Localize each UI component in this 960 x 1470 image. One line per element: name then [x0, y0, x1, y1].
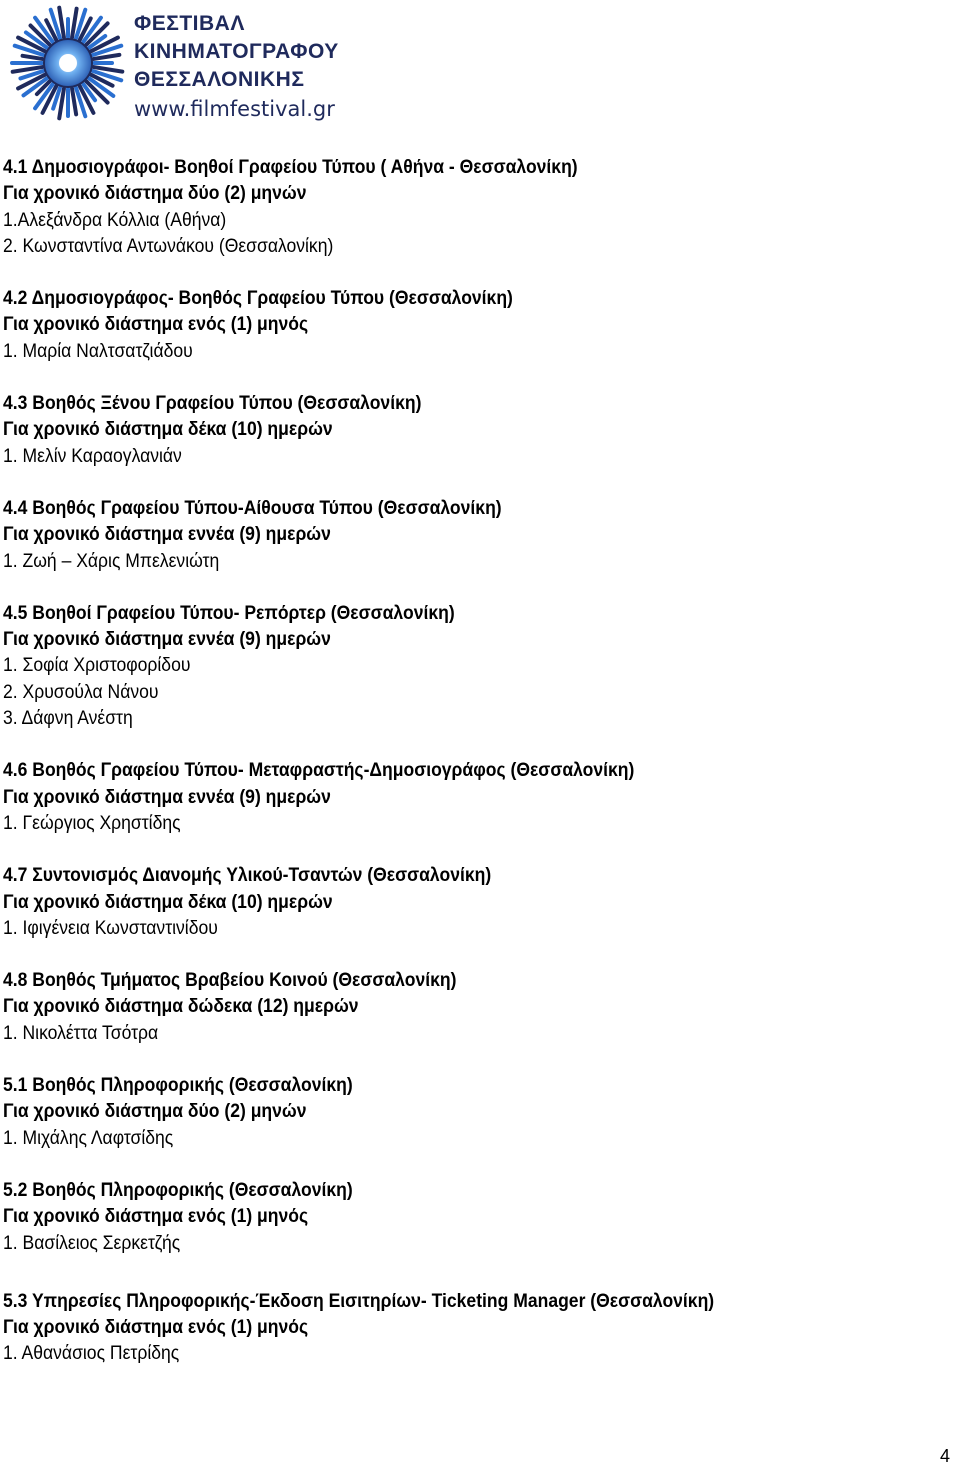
person-name: 2. Κωνσταντίνα Αντωνάκου (Θεσσαλονίκη)	[3, 234, 334, 257]
person-name: 1. Ιφιγένεια Κωνσταντινίδου	[3, 916, 218, 939]
section-title: 4.1 Δημοσιογράφοι- Βοηθοί Γραφείου Τύπου ( Αθήνα - Θεσσαλονίκη)	[3, 156, 578, 178]
section-period: Για χρονικό διάστημα ενός (1) μηνός	[3, 1316, 309, 1339]
staff-section	[3, 154, 943, 259]
section-title: 5.1 Βοηθός Πληροφορικής (Θεσσαλονίκη)	[3, 1074, 353, 1097]
person-name: 1. Ζωή – Χάρις Μπελενιώτη	[3, 549, 220, 572]
person-name: 1. Μαρία Ναλτσατζιάδου	[3, 339, 193, 362]
section-title: 4.6 Βοηθός Γραφείου Τύπου- Μεταφραστής-Δημοσιογράφος (Θεσσαλονίκη)	[3, 759, 635, 782]
section-period: Για χρονικό διάστημα ενός (1) μηνός	[3, 313, 309, 336]
document-body	[3, 154, 943, 1393]
section-title: 5.3 Υπηρεσίες Πληροφορικής-Έκδοση Εισιτηρίων- Ticketing Manager (Θεσσαλονίκη)	[3, 1289, 715, 1312]
section-period: Για χρονικό διάστημα δύο (2) μηνών	[3, 1100, 307, 1123]
staff-section	[3, 1177, 943, 1256]
staff-section	[3, 1072, 943, 1151]
person-name: 1. Μιχάλης Λαφτσίδης	[3, 1126, 174, 1149]
section-period: Για χρονικό διάστημα εννέα (9) ημερών	[3, 785, 331, 808]
section-period: Για χρονικό διάστημα εννέα (9) ημερών	[3, 523, 331, 546]
section-title: 4.5 Βοηθοί Γραφείου Τύπου- Ρεπόρτερ (Θεσσαλονίκη)	[3, 601, 455, 624]
staff-section	[3, 285, 943, 364]
logo-line-3: ΘΕΣΣΑΛΟΝΙΚΗΣ	[134, 68, 305, 91]
person-name: 1. Νικολέττα Τσότρα	[3, 1021, 159, 1044]
header	[0, 0, 960, 130]
person-name: 1.Αλεξάνδρα Κόλλια (Αθήνα)	[3, 208, 227, 231]
person-name: 1. Σοφία Χριστοφορίδου	[3, 654, 191, 677]
staff-section	[3, 390, 943, 469]
section-period: Για χρονικό διάστημα δύο (2) μηνών	[3, 182, 307, 205]
person-name: 1. Βασίλειος Σερκετζής	[3, 1231, 181, 1254]
logo-ray	[23, 56, 43, 59]
section-period: Για χρονικό διάστημα ενός (1) μηνός	[3, 1205, 309, 1228]
person-name: 2. Χρυσούλα Νάνου	[3, 680, 159, 703]
logo-text	[134, 10, 339, 123]
page-number: 4	[939, 1446, 950, 1466]
section-period: Για χρονικό διάστημα δέκα (10) ημερών	[3, 890, 333, 913]
section-title: 4.7 Συντονισμός Διανομής Υλικού-Τσαντών (Θεσσαλονίκη)	[3, 864, 492, 887]
section-title: 5.2 Βοηθός Πληροφορικής (Θεσσαλονίκη)	[3, 1178, 353, 1201]
section-title: 4.3 Βοηθός Ξένου Γραφείου Τύπου (Θεσσαλονίκη)	[3, 392, 422, 415]
logo-line-2: ΚΙΝΗΜΑΤΟΓΡΑΦΟΥ	[134, 40, 339, 63]
section-period: Για χρονικό διάστημα δέκα (10) ημερών	[3, 418, 333, 441]
section-period: Για χρονικό διάστημα εννέα (9) ημερών	[3, 628, 331, 651]
festival-logo-icon	[6, 4, 130, 122]
staff-section	[3, 862, 943, 941]
section-title: 4.8 Βοηθός Τμήματος Βραβείου Κοινού (Θεσσαλονίκη)	[3, 969, 457, 992]
staff-section	[3, 757, 943, 836]
staff-section	[3, 967, 943, 1046]
staff-section	[3, 495, 943, 574]
staff-section	[3, 1288, 943, 1367]
person-name: 1. Γεώργιος Χρηστίδης	[3, 811, 181, 834]
section-title: 4.2 Δημοσιογράφος- Βοηθός Γραφείου Τύπου (Θεσσαλονίκη)	[3, 287, 513, 310]
section-period: Για χρονικό διάστημα δώδεκα (12) ημερών	[3, 995, 359, 1018]
website-link[interactable]: www.filmfestival.gr	[134, 97, 335, 121]
staff-section	[3, 600, 943, 731]
person-name: 1. Αθανάσιος Πετρίδης	[3, 1342, 180, 1365]
logo-line-1: ΦΕΣΤΙΒΑΛ	[134, 12, 245, 35]
person-name: 3. Δάφνη Ανέστη	[3, 707, 133, 730]
person-name: 1. Μελίν Καραογλανιάν	[3, 444, 182, 467]
section-title: 4.4 Βοηθός Γραφείου Τύπου-Αίθουσα Τύπου (Θεσσαλονίκη)	[3, 496, 502, 519]
